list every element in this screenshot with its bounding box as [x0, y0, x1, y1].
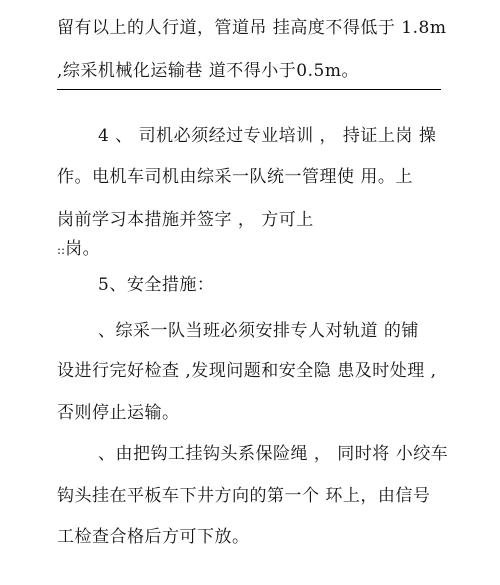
text-line-4: 作。电机车司机由综采一队统一管理使 用。上 — [57, 167, 413, 187]
section-heading-5: 5、安全措施： — [98, 275, 215, 295]
text-line-5: 岗前学习本措施并签字 ， 方可上 — [57, 210, 314, 230]
text-line-11: 、由把钩工挂钩头系保险绳 ， 同时将 小绞车 — [98, 444, 449, 464]
text-line-1: 留有以上的人行道，管道吊 挂高度不得低于 1.8m — [57, 18, 447, 38]
text-line-2: ,综采机械化运输巷 道不得小于0.5m。 — [57, 61, 359, 81]
text-line-10: 否则停止运输。 — [57, 403, 180, 423]
text-line-8: 、综采一队当班必须安排专人对轨道 的铺 — [98, 321, 419, 341]
text-line-6 — [57, 238, 100, 261]
text-line-13: 工检查合格后方可下放。 — [57, 527, 250, 547]
text-line-9: 设进行完好检查 ,发现问题和安全隐 患及时处理 , — [57, 361, 437, 381]
text-line-6-main: 岗。 — [65, 239, 101, 259]
text-line-12: 钩头挂在平板车下井方向的第一个 环上，由信号 — [57, 486, 431, 506]
text-line-3: 4 、 司机必须经过专业培训 ， 持证上岗 操 — [98, 126, 437, 146]
horizontal-rule — [57, 89, 441, 90]
small-mark: :: — [57, 243, 66, 257]
